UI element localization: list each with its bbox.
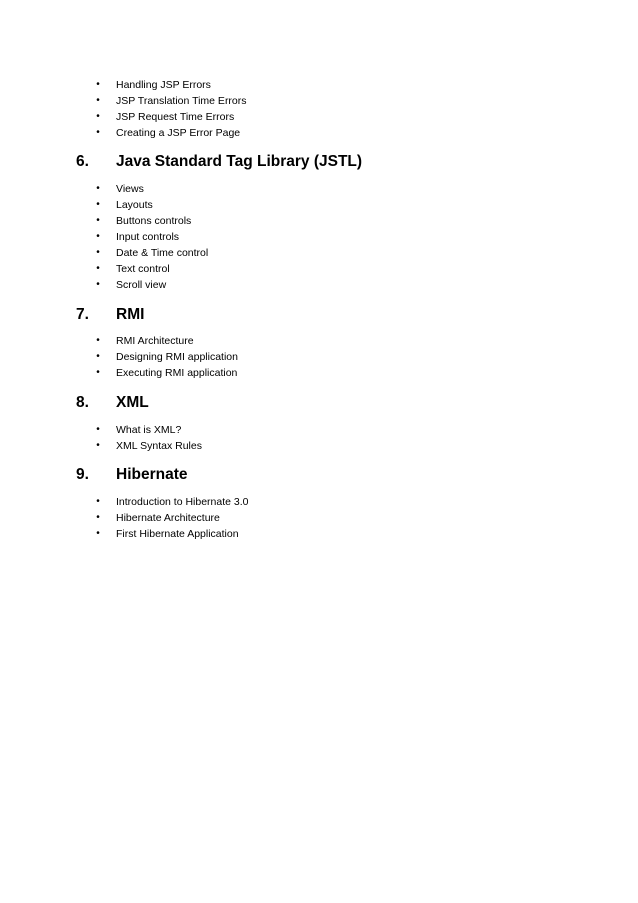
list-item-text: RMI Architecture [116,335,194,347]
bullet-dot-icon: • [96,528,100,539]
list-item [0,77,638,93]
section-number: 7. [76,306,89,323]
list-item-text: Scroll view [116,279,167,291]
bullet-dot-icon: • [96,79,100,90]
list-item-text: Layouts [116,199,153,211]
list-item [0,526,638,542]
list-item [0,438,638,454]
bullet-dot-icon: • [96,424,100,435]
list-item [0,181,638,197]
section-heading-jstl [0,152,638,172]
list-item [0,422,638,438]
bullet-dot-icon: • [96,95,100,106]
list-item-text: Date & Time control [116,247,209,259]
section-title: Java Standard Tag Library (JSTL) [116,153,363,170]
intro-bullet-list [0,77,638,141]
section-number: 8. [76,394,89,411]
section-bullet-list-hibernate [0,494,638,542]
list-item [0,349,638,365]
bullet-dot-icon: • [96,496,100,507]
list-item [0,213,638,229]
list-item-text: Introduction to Hibernate 3.0 [116,496,249,508]
bullet-dot-icon: • [96,512,100,523]
section-heading-rmi [0,305,638,325]
list-item [0,93,638,109]
list-item-text: JSP Request Time Errors [116,111,235,123]
list-item-text: What is XML? [116,424,182,436]
list-item [0,109,638,125]
list-item [0,333,638,349]
list-item [0,125,638,141]
list-item-text: First Hibernate Application [116,528,239,540]
bullet-dot-icon: • [96,440,100,451]
list-item-text: JSP Translation Time Errors [116,95,247,107]
list-item [0,197,638,213]
bullet-dot-icon: • [96,215,100,226]
section-title: Hibernate [116,466,188,483]
list-item-text: Views [116,183,144,195]
list-item-text: Designing RMI application [116,351,238,363]
list-item [0,277,638,293]
section-heading-xml [0,393,638,413]
bullet-dot-icon: • [96,111,100,122]
bullet-dot-icon: • [96,335,100,346]
list-item [0,229,638,245]
bullet-dot-icon: • [96,199,100,210]
section-title: XML [116,394,149,411]
list-item-text: Input controls [116,231,180,243]
list-item-text: Hibernate Architecture [116,512,220,524]
bullet-dot-icon: • [96,183,100,194]
bullet-dot-icon: • [96,279,100,290]
list-item [0,261,638,277]
list-item [0,245,638,261]
section-number: 9. [76,466,89,483]
section-number: 6. [76,153,89,170]
list-item-text: XML Syntax Rules [116,440,202,452]
list-item-text: Text control [116,263,170,275]
list-item-text: Creating a JSP Error Page [116,127,241,139]
list-item [0,510,638,526]
list-item-text: Executing RMI application [116,367,238,379]
bullet-dot-icon: • [96,231,100,242]
bullet-dot-icon: • [96,247,100,258]
bullet-dot-icon: • [96,263,100,274]
section-bullet-list-xml [0,422,638,454]
list-item-text: Handling JSP Errors [116,79,211,91]
section-title: RMI [116,306,145,323]
list-item [0,494,638,510]
list-item [0,365,638,381]
list-item-text: Buttons controls [116,215,192,227]
bullet-dot-icon: • [96,127,100,138]
bullet-dot-icon: • [96,367,100,378]
section-bullet-list-rmi [0,333,638,381]
bullet-dot-icon: • [96,351,100,362]
section-heading-hibernate [0,465,638,485]
section-bullet-list-jstl [0,181,638,293]
